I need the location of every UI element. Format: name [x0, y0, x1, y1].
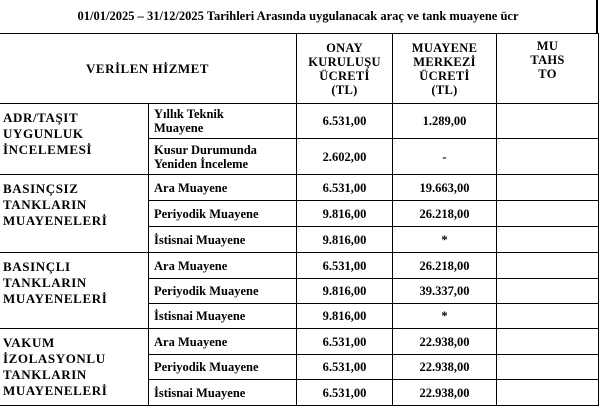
header-approval-fee: ONAY KURULUŞU ÜCRETİ (TL) [297, 34, 393, 104]
approval-fee-cell: 9.816,00 [297, 201, 393, 227]
approval-fee-cell: 6.531,00 [297, 355, 393, 380]
header-row [0, 34, 599, 104]
center-fee-cell: 19.663,00 [393, 175, 497, 201]
center-fee-cell: 22.938,00 [393, 355, 497, 380]
service-cell: Ara Muayene [149, 175, 297, 201]
center-fee-cell: 22.938,00 [393, 380, 497, 406]
center-fee-cell: 26.218,00 [393, 253, 497, 279]
approval-fee-cell: 6.531,00 [297, 253, 393, 279]
collected-cell [497, 227, 599, 253]
center-fee-cell: * [393, 227, 497, 253]
service-cell: İstisnai Muayene [149, 304, 297, 329]
service-cell: Ara Muayene [149, 329, 297, 355]
group-name: BASINÇSIZ TANKLARIN MUAYENELERİ [0, 175, 149, 253]
service-cell: Yıllık Teknik Muayene [149, 104, 297, 139]
collected-cell [497, 304, 599, 329]
table-row [0, 329, 599, 355]
approval-fee-cell: 6.531,00 [297, 329, 393, 355]
service-cell: Ara Muayene [149, 253, 297, 279]
group-name: BASINÇLI TANKLARIN MUAYENELERİ [0, 253, 149, 329]
collected-cell [497, 355, 599, 380]
collected-cell [497, 139, 599, 175]
collected-cell [497, 279, 599, 304]
service-cell: Periyodik Muayene [149, 279, 297, 304]
approval-fee-cell: 9.816,00 [297, 279, 393, 304]
header-service: VERİLEN HİZMET [0, 34, 297, 104]
center-fee-cell: 39.337,00 [393, 279, 497, 304]
approval-fee-cell: 6.531,00 [297, 104, 393, 139]
collected-cell [497, 329, 599, 355]
service-cell: Periyodik Muayene [149, 201, 297, 227]
group-name: VAKUM İZOLASYONLU TANKLARIN MUAYENELERİ [0, 329, 149, 406]
table-row [0, 253, 599, 279]
service-cell: İstisnai Muayene [149, 227, 297, 253]
group-name: ADR/TAŞIT UYGUNLUK İNCELEMESİ [0, 104, 149, 175]
service-cell: Kusur Durumunda Yeniden İnceleme [149, 139, 297, 175]
collected-cell [497, 253, 599, 279]
approval-fee-cell: 6.531,00 [297, 175, 393, 201]
approval-fee-cell: 9.816,00 [297, 304, 393, 329]
document-caption: 01/01/2025 – 31/12/2025 Tarihleri Arasında uygulanacak araç ve tank muayene ücr [0, 0, 598, 33]
service-cell: İstisnai Muayene [149, 380, 297, 406]
fee-table [0, 33, 599, 406]
collected-cell [497, 201, 599, 227]
center-fee-cell: 1.289,00 [393, 104, 497, 139]
approval-fee-cell: 6.531,00 [297, 380, 393, 406]
collected-cell [497, 104, 599, 139]
center-fee-cell: 26.218,00 [393, 201, 497, 227]
center-fee-cell: 22.938,00 [393, 329, 497, 355]
table-row [0, 104, 599, 139]
service-cell: Periyodik Muayene [149, 355, 297, 380]
center-fee-cell: * [393, 304, 497, 329]
table-row [0, 175, 599, 201]
approval-fee-cell: 2.602,00 [297, 139, 393, 175]
collected-cell [497, 380, 599, 406]
collected-cell [497, 175, 599, 201]
header-center-fee: MUAYENE MERKEZİ ÜCRETİ (TL) [393, 34, 497, 104]
header-collected: MU TAHS TO [497, 34, 599, 104]
center-fee-cell: - [393, 139, 497, 175]
approval-fee-cell: 9.816,00 [297, 227, 393, 253]
